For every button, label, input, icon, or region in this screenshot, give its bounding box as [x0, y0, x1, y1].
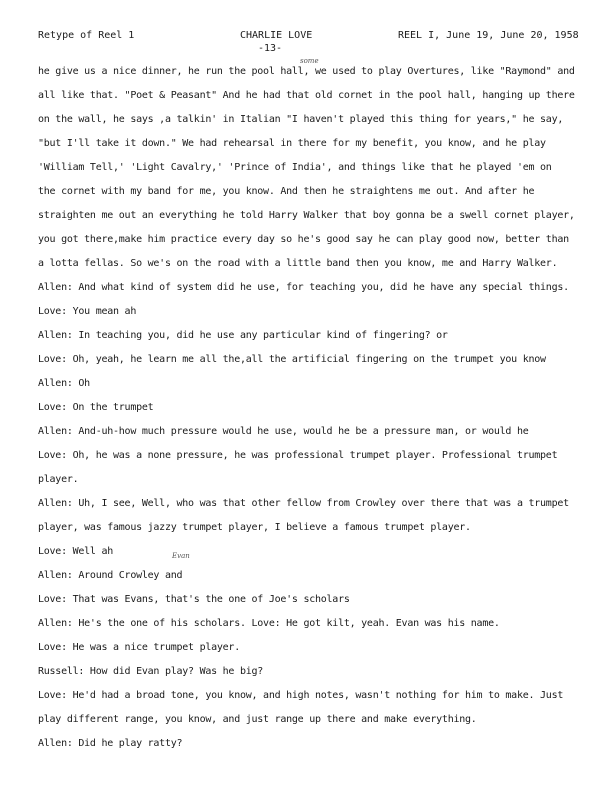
header-reel-date: REEL I, June 19, June 20, 1958: [398, 30, 579, 41]
transcript-line: Love: On the trumpet: [38, 402, 154, 413]
handwritten-note: Evan: [172, 552, 190, 560]
transcript-line: Love: Oh, yeah, he learn me all the,all the artificial fingering on the trumpet you know: [38, 354, 546, 365]
header-title: [240, 29, 313, 55]
transcript-line: "but I'll take it down." We had rehearsal in there for my benefit, you know, and he play: [38, 138, 546, 149]
header-speaker-name: CHARLIE LOVE: [240, 30, 313, 41]
transcript-line: play different range, you know, and just range up there and make everything.: [38, 714, 477, 725]
transcript-line: he give us a nice dinner, he run the pool hall, we used to play Overtures, like "Raymond" and: [38, 66, 575, 77]
transcript-line: Love: He was a nice trumpet player.: [38, 642, 240, 653]
transcript-line: on the wall, he says ,a talkin' in Italian "I haven't played this thing for years," he say,: [38, 114, 564, 125]
handwritten-note: some: [300, 57, 319, 65]
transcript-line: Love: Oh, he was a none pressure, he was professional trumpet player. Professional trumpet: [38, 450, 558, 461]
header-reel-label: Retype of Reel 1: [38, 30, 135, 41]
transcript-line: Allen: In teaching you, did he use any particular kind of fingering? or: [38, 330, 448, 341]
transcript-line: Allen: Around Crowley and: [38, 570, 183, 581]
transcript-line: Russell: How did Evan play? Was he big?: [38, 666, 264, 677]
transcript-line: Allen: And what kind of system did he use, for teaching you, did he have any special things.: [38, 282, 569, 293]
page-number: -13-: [257, 43, 283, 54]
transcript-line: 'William Tell,' 'Light Cavalry,' 'Prince of India', and things like that he played 'em on: [38, 162, 552, 173]
transcript-line: Love: That was Evans, that's the one of Joe's scholars: [38, 594, 350, 605]
transcript-line: straighten me out an everything he told Harry Walker that boy gonna be a swell cornet player,: [38, 210, 575, 221]
transcript-line: Love: You mean ah: [38, 306, 137, 317]
transcript-line: Allen: Uh, I see, Well, who was that other fellow from Crowley over there that was a trumpet: [38, 498, 569, 509]
transcript-line: Allen: And-uh-how much pressure would he use, would he be a pressure man, or would he: [38, 426, 529, 437]
transcript-line: you got there,make him practice every day so he's good say he can play good now, better than: [38, 234, 569, 245]
transcript-line: a lotta fellas. So we's on the road with a little band then you know, me and Harry Walker.: [38, 258, 558, 269]
transcript-line: Love: Well ah: [38, 546, 114, 557]
transcript-body: [38, 65, 578, 750]
transcript-line: player.: [38, 474, 79, 485]
transcript-line: Allen: He's the one of his scholars. Love: He got kilt, yeah. Evan was his name.: [38, 618, 500, 629]
transcript-line: all like that. "Poet & Peasant" And he had that old cornet in the pool hall, hanging up there: [38, 90, 575, 101]
transcript-line: Allen: Oh: [38, 378, 90, 389]
transcript-line: Love: He'd had a broad tone, you know, and high notes, wasn't nothing for him to make. Just: [38, 690, 564, 701]
transcript-line: player, was famous jazzy trumpet player, I believe a famous trumpet player.: [38, 522, 471, 533]
transcript-line: the cornet with my band for me, you know. And then he straightens me out. And after he: [38, 186, 535, 197]
transcript-line: Allen: Did he play ratty?: [38, 738, 183, 749]
